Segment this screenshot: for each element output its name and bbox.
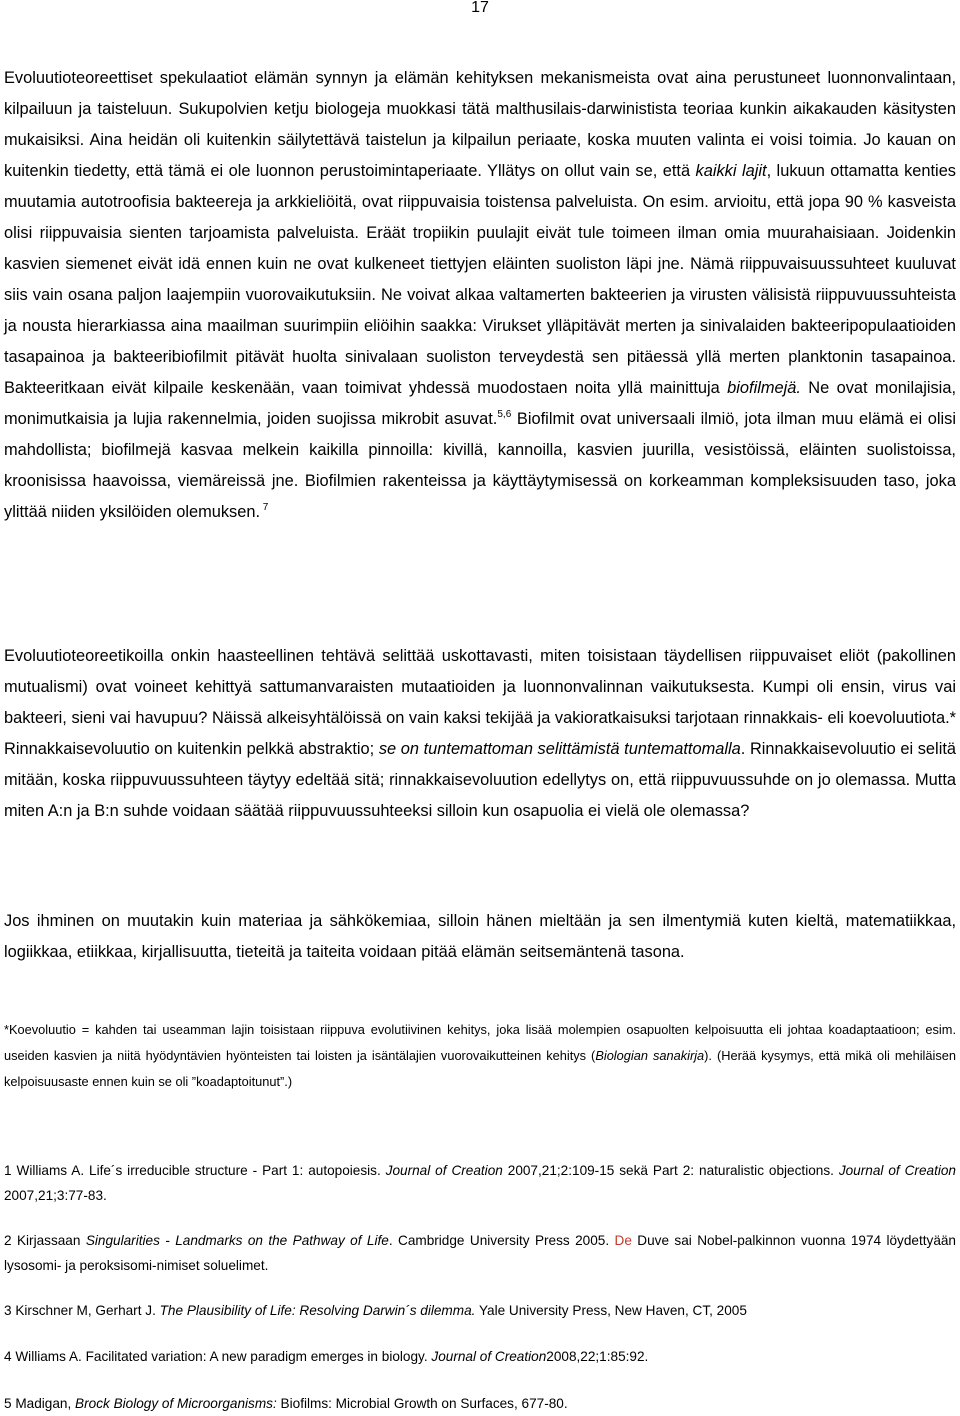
text-run: 3 Kirschner M, Gerhart J. [4,1303,160,1318]
text-run: Biofilms: Microbial Growth on Surfaces, 677-80. [276,1396,568,1411]
page-number: 17 [471,0,489,16]
text-run: *Koevoluutio = kahden tai useamman lajin toisistaan riippuva evolutiivinen kehitys, joka lisää molempien osapuolten kelpoisuutta eli johtaa koadaptaatioon; esim. useiden kasvien ja niitä hyödyntävien hyönteisten tai loisten ja isäntälajien vuorovaikutteinen kehitys ( [4,1022,956,1063]
reference-1 [4,1158,956,1208]
emphasis-text: biofilmejä. [727,379,801,397]
coevolution-note [4,1017,956,1095]
text-run: . Cambridge University Press 2005. [388,1233,615,1248]
text-run: 5 Madigan, [4,1396,76,1411]
text-run: 2008,22;1:85:92. [546,1349,649,1364]
emphasis-text: Journal of Creation [431,1349,547,1364]
emphasis-text: Singularities - Landmarks on the Pathway of Life [85,1233,389,1248]
text-run: Evoluutioteoreetikoilla onkin haasteellinen tehtävä selittää uskottavasti, miten toisistaan täydellisen riippuvaiset eliöt (pakollinen mutualismi) ovat voineet kehittyä sattumanvaraisten mutaatioiden ja luonnonvalinnan vaikutuksesta. Kumpi oli ensin, virus vai bakteeri, sieni vai havupuu? Näissä alkeisyhtälöissä on vain kaksi tekijää ja vakioratkaisuksi tarjotaan rinnakkais- eli koevoluutiota.* Rinnakkaisevoluutio on kuitenkin pelkkä abstraktio; [4,647,956,758]
reference-5 [4,1391,956,1416]
reference-4 [4,1344,956,1369]
text-run: 2007,21;3:77-83. [4,1188,107,1203]
text-run: Yale University Press, New Haven, CT, 2005 [475,1303,747,1318]
text-run: 2007,21;2:109-15 sekä Part 2: naturalistic objections. [502,1163,839,1178]
reference-3 [4,1298,956,1323]
text-run: . Rinnakkaisevoluutio ei selitä mitään, koska riippuvuussuhteen täytyy edeltää sitä; rinnakkaisevoluution edellytys on, että riippuvuussuhde on jo olemassa. Mutta miten A:n ja B:n suhde voidaan säätää riippuvuussuhteeksi silloin kun osapuolia ei vielä ole olemassa? [4,740,957,820]
emphasis-text: Biologian sanakirja [595,1048,705,1063]
paragraph-evolution-speculations [4,63,956,528]
emphasis-text: se on tuntemattoman selittämistä tuntemattomalla [378,740,741,758]
highlighted-text: De [614,1233,632,1248]
emphasis-text: The Plausibility of Life: Resolving Darwin´s dilemma. [159,1303,476,1318]
text-run: Biofilmit ovat universaali ilmiö, jota ilman muu elämä ei olisi mahdollista; biofilmejä kasvaa melkein kaikilla pinnoilla: kivillä, kannoilla, kasvien juurilla, vesistöissä, eläinten suolistoissa, kroonisissa haavoissa, viemäreissä jne. Biofilmien rakenteissa ja käyttäytymisessä on korkeamman kompleksisuuden taso, joka ylittää niiden yksilöiden olemuksen. [4,410,956,521]
text-run: 4 Williams A. Facilitated variation: A new paradigm emerges in biology. [4,1349,432,1364]
footnote-ref: 7 [260,502,269,513]
text-run: ). (Herää kysymys, että mikä oli mehiläisen kelpoisuusaste ennen kuin se oli ”koadaptoitunut”.) [4,1048,956,1089]
text-run: Ne ovat monilajisia, monimutkaisia ja lujia rakennelmia, joiden suojissa mikrobit asuvat. [4,379,956,428]
reference-2 [4,1228,956,1278]
emphasis-text: Journal of Creation [838,1163,956,1178]
text-run: , lukuun ottamatta kenties muutamia autotroofisia bakteereja ja arkkieliöitä, ovat riippuvaisia toistensa palveluista. On esim. arvioitu, että jopa 90 % kasveista olisi riippuvaisia sienten tarjoamista palveluista. Eräät tropiikin puulajit eivät tule toimeen ilman omia muurahaisiaan. Joidenkin kasvien siemenet eivät idä ennen kuin ne ovat kulkeneet tiettyjen eläinten suoliston läpi jne. Nämä riippuvaisuussuhteet kuuluvat siis vain osana paljon laajempiin vuorovaikutuksiin. Ne voivat alkaa valtamerten bakteerien ja virusten välisistä riippuvuussuhteista ja nousta hierarkiassa aina maailman suurimpiin eliöihin saakka: Virukset ylläpitävät merten ja sinivalaiden bakteeripopulaatioiden tasapainoa ja bakteeribiofilmit pitävät huolta sinivalaan suoliston terveydestä sen pitäessä yllä merten planktonin tasapainoa. Bakteeritkaan eivät kilpaile keskenään, vaan toimivat yhdessä muodostaen noita yllä mainittuja [4,162,957,397]
emphasis-text: kaikki lajit [695,162,767,180]
footnote-ref: 5,6 [497,409,512,420]
emphasis-text: Journal of Creation [385,1163,503,1178]
emphasis-text: Brock Biology of Microorganisms: [75,1396,277,1411]
text-run: 2 Kirjassaan [4,1233,86,1248]
text-run: 1 Williams A. Life´s irreducible structure - Part 1: autopoiesis. [4,1163,386,1178]
paragraph-coevolution [4,641,956,827]
text-run: Duve sai Nobel-palkinnon vuonna 1974 löydettyään lysosomi- ja peroksisomi-nimiset soluelimet. [4,1233,956,1273]
paragraph-seventh-level: Jos ihminen on muutakin kuin materiaa ja sähkökemiaa, silloin hänen mieltään ja sen ilmentymiä kuten kieltä, matematiikkaa, logiikkaa, etiikkaa, kirjallisuutta, tieteitä ja taiteita voidaan pitää elämän seitsemäntenä tasona. [4,912,956,961]
text-run: Evoluutioteoreettiset spekulaatiot elämän synnyn ja elämän kehityksen mekanismeista ovat aina perustuneet luonnonvalintaan, kilpailuun ja taisteluun. Sukupolvien ketju biologeja muokkasi tätä malthusilais-darwinistista teoriaa kunkin aikakauden käsitysten mukaisiksi. Aina heidän oli kuitenkin säilytettävä taistelun ja kilpailun periaate, koska muuten valinta ei voisi toimia. Jo kauan on kuitenkin tiedetty, että tämä ei ole luonnon perustoimintaperiaate. Yllätys on ollut vain se, että [4,69,956,180]
